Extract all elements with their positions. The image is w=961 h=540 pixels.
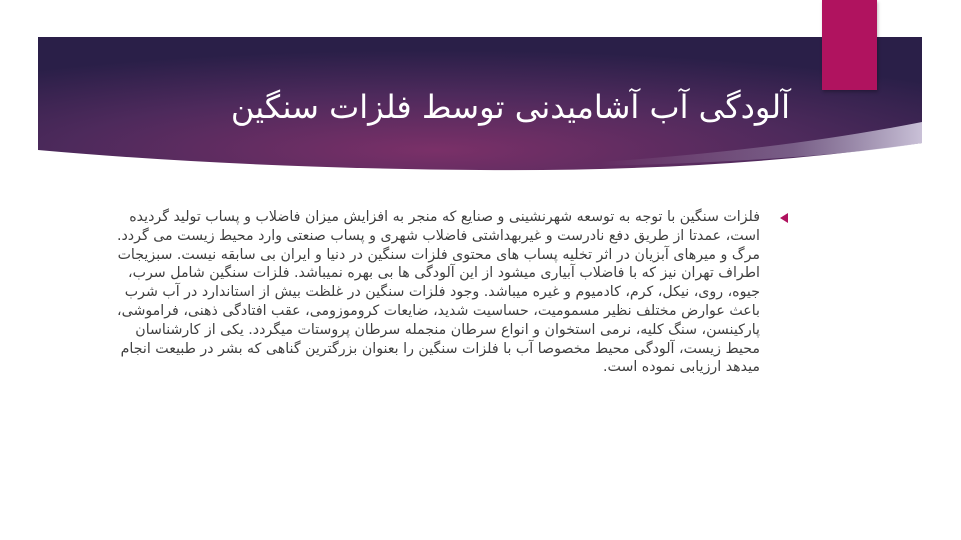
content-placeholder	[98, 208, 788, 468]
accent-tab	[822, 0, 877, 90]
bullet-icon	[780, 213, 788, 223]
slide-title: آلودگی آب آشامیدنی توسط فلزات سنگین	[230, 88, 790, 126]
body-paragraph: فلزات سنگین با توجه به توسعه شهرنشینی و صنایع که منجر به افزایش میزان فاضلاب و پساب تولید گردیده است، عمدتا از طریق دفع نادرست و غیربهداشتی فاضلاب شهری و پساب صنعتی وارد محیط زیست می گردد. مرگ و میرهای آبزیان در اثر تخلیه پساب های محتوی فلزات سنگین در دنیا و ایران بی سابقه نیست. سبزیجات اطراف تهران نیز که با فاضلاب آبیاری میشود از این آلودگی ها بی بهره نمیباشد. فلزات سنگین شامل سرب، جیوه، روی، نیکل، کرم، کادمیوم و غیره میباشد. وجود فلزات سنگین در غلظت بیش از استاندارد در آب شرب باعث عوارض مختلف نظیر مسمومیت، حساسیت شدید، ضایعات کروموزومی، عقب افتادگی ذهنی، فراموشی، پارکینسن، سنگ کلیه، نرمی استخوان و انواع سرطان منجمله سرطان پروستات میگردد. یکی از کارشناسان محیط زیست، آلودگی محیط مخصوصا آب با فلزات سنگین را بعنوان بزرگترین گناهی که بشر در طبیعت انجام میدهد ارزیابی نموده است.	[116, 209, 760, 376]
